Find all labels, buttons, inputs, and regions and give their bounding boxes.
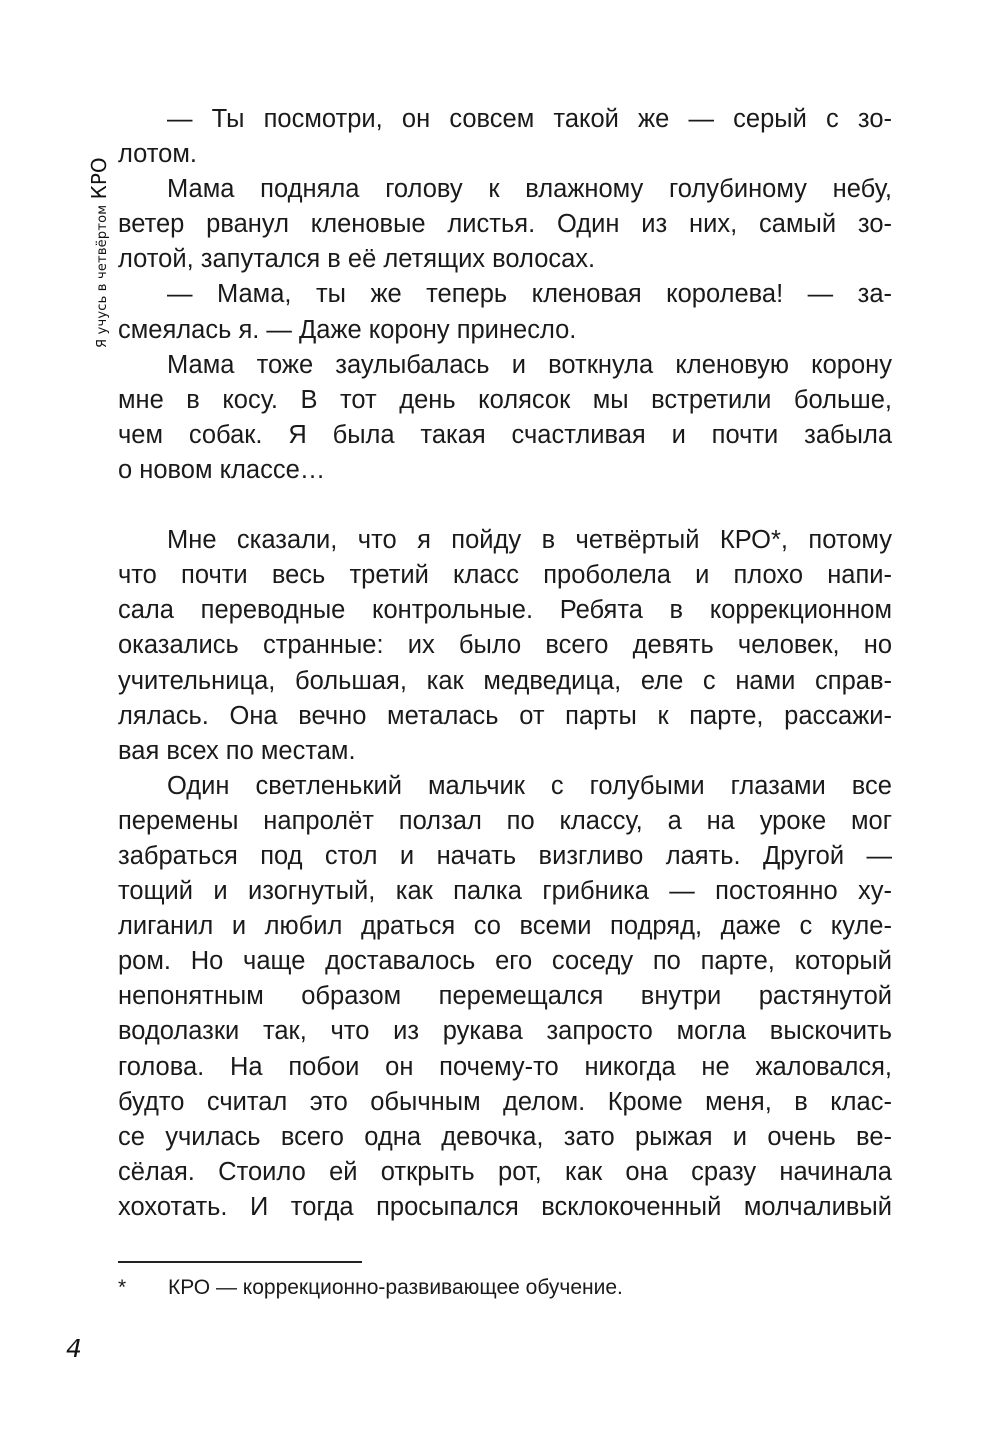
text-line: голова. На побои он почему-то никогда не жаловался, <box>118 1052 892 1081</box>
text-line: о новом классе… <box>118 455 326 484</box>
text-line: сёлая. Стоило ей открыть рот, как она сразу начинала <box>118 1157 892 1186</box>
body-text <box>118 102 892 1225</box>
text-line: Мне сказали, что я пойду в четвёртый КРО*, потому <box>167 526 892 555</box>
running-head-caps: КРО <box>87 157 111 200</box>
text-line: сала переводные контрольные. Ребята в коррекционном <box>118 596 892 625</box>
text-line: оказались странные: их было всего девять человек, но <box>118 631 892 660</box>
text-line: вая всех по местам. <box>118 736 356 765</box>
text-line: что почти весь третий класс проболела и плохо напи- <box>118 561 892 590</box>
text-line: — Мама, ты же теперь кленовая королева! — за- <box>167 280 892 309</box>
text-line: лотой, запутался в её летящих волосах. <box>118 245 596 274</box>
text-line: — Ты посмотри, он совсем такой же — серый с зо- <box>167 105 892 133</box>
text-line: смеялась я. — Даже корону принесло. <box>118 315 577 344</box>
running-head-lower: Я учусь в четвёртом <box>95 204 110 348</box>
text-line: лиганил и любил драться со всеми подряд, даже с куле- <box>118 912 892 941</box>
text-line: чем собак. Я была такая счастливая и почти забыла <box>118 420 892 449</box>
text-line: Мама подняла голову к влажному голубиному небу, <box>167 175 892 204</box>
running-head-text <box>88 157 114 348</box>
text-line: забраться под стол и начать визгливо лаять. Другой — <box>118 841 892 870</box>
text-line: ром. Но чаще доставалось его соседу по парте, который <box>118 947 892 976</box>
page-number: 4 <box>66 1334 82 1363</box>
text-line: лялась. Она вечно металась от парты к парте, рассажи- <box>118 701 892 730</box>
text-line: тощий и изогнутый, как палка грибника — постоянно ху- <box>118 877 892 906</box>
text-line: водолазки так, что из рукава запросто могла выскочить <box>118 1017 892 1046</box>
text-line: будто считал это обычным делом. Кроме меня, в клас- <box>118 1087 892 1116</box>
footnote-rule <box>118 1261 362 1263</box>
text-line: Мама тоже заулыбалась и воткнула кленовую корону <box>167 350 892 379</box>
text-line: ветер рванул кленовые листья. Один из них, самый зо- <box>118 210 892 239</box>
running-head <box>58 102 111 352</box>
text-line: хохотать. И тогда просыпался всклокоченный молчаливый <box>118 1192 892 1221</box>
footnote-mark: * <box>118 1276 127 1299</box>
text-line: перемены напролёт ползал по классу, а на уроке мог <box>118 806 892 835</box>
text-line: се училась всего одна девочка, зато рыжая и очень ве- <box>118 1122 892 1151</box>
footnote <box>118 1274 892 1302</box>
text-line: учительница, большая, как медведица, еле с нами справ- <box>118 666 892 695</box>
footnote-text: КРО — коррекционно-развивающее обучение. <box>168 1276 623 1299</box>
section-gap <box>118 488 892 523</box>
text-line: непонятным образом перемещался внутри растянутой <box>118 982 892 1011</box>
text-line: лотом. <box>118 140 197 169</box>
text-line: Один светленький мальчик с голубыми глазами все <box>167 771 892 800</box>
text-line: мне в косу. В тот день колясок мы встретили больше, <box>118 385 892 414</box>
